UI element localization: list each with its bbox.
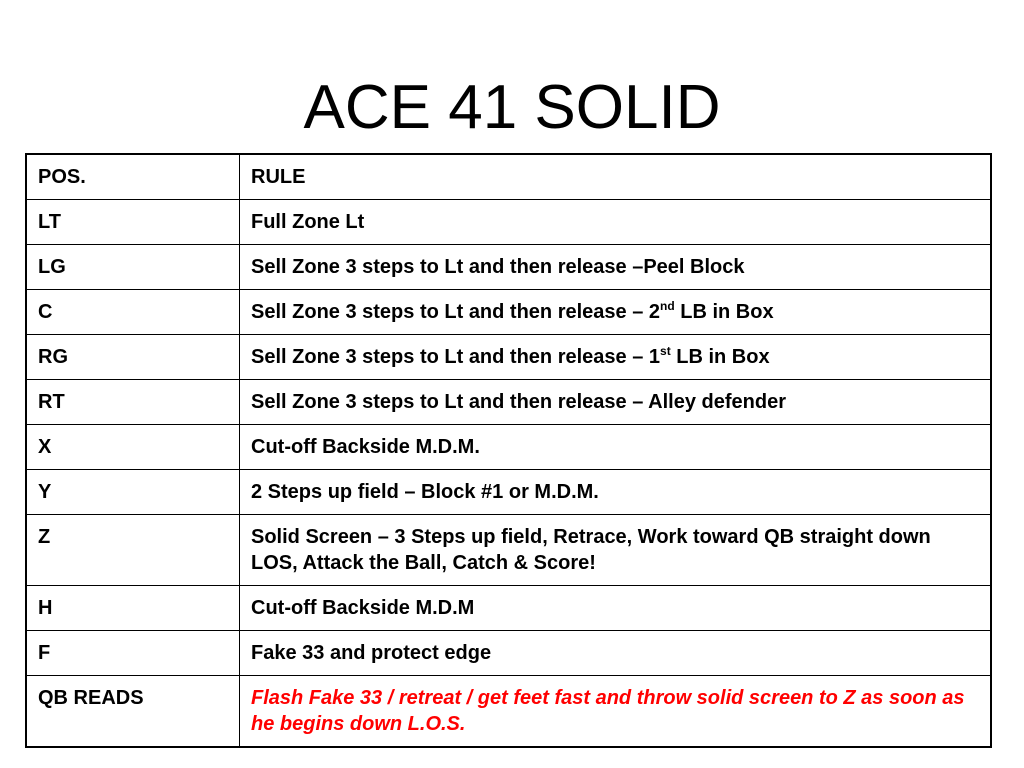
row-rule-emphasis — [240, 676, 992, 748]
header-pos: POS. — [26, 154, 240, 200]
row-rule: Fake 33 and protect edge — [240, 631, 992, 676]
row-pos: H — [26, 586, 240, 631]
table-header-row — [26, 154, 991, 200]
row-rule — [240, 290, 992, 335]
table-row — [26, 631, 991, 676]
row-rule: 2 Steps up field – Block #1 or M.D.M. — [240, 470, 992, 515]
rule-text-post: LB in Box — [670, 346, 770, 368]
table-row — [26, 586, 991, 631]
table-row — [26, 515, 991, 586]
table-row — [26, 470, 991, 515]
row-pos: Z — [26, 515, 240, 586]
rule-text-post: LB in Box — [674, 301, 774, 323]
row-rule: Cut-off Backside M.D.M — [240, 586, 992, 631]
row-pos: QB READS — [26, 676, 240, 748]
row-pos: F — [26, 631, 240, 676]
row-pos: X — [26, 425, 240, 470]
qb-reads-text: Flash Fake 33 / retreat / get feet fast and throw solid screen to Z as soon as he begins down L.O.S. — [251, 687, 965, 735]
row-pos: LG — [26, 245, 240, 290]
row-pos: C — [26, 290, 240, 335]
slide-title: ACE 41 SOLID — [303, 73, 721, 142]
row-rule: Sell Zone 3 steps to Lt and then release – Alley defender — [240, 380, 992, 425]
rule-text-pre: Sell Zone 3 steps to Lt and then release – 1 — [251, 346, 661, 368]
table-row — [26, 335, 991, 380]
row-rule — [240, 335, 992, 380]
row-rule: Sell Zone 3 steps to Lt and then release –Peel Block — [240, 245, 992, 290]
table-row — [26, 676, 991, 748]
row-pos: RT — [26, 380, 240, 425]
row-pos: RG — [26, 335, 240, 380]
rules-table — [25, 153, 992, 748]
row-rule: Cut-off Backside M.D.M. — [240, 425, 992, 470]
table-row — [26, 425, 991, 470]
row-rule: Full Zone Lt — [240, 200, 992, 245]
table-row — [26, 380, 991, 425]
row-pos: LT — [26, 200, 240, 245]
table-row — [26, 245, 991, 290]
row-rule: Solid Screen – 3 Steps up field, Retrace, Work toward QB straight down LOS, Attack the Ball, Catch & Score! — [240, 515, 992, 586]
table-row — [26, 290, 991, 335]
rule-superscript: nd — [660, 299, 675, 313]
row-pos: Y — [26, 470, 240, 515]
rule-superscript: st — [660, 344, 671, 358]
rule-text-pre: Sell Zone 3 steps to Lt and then release – 2 — [251, 301, 661, 323]
table-row — [26, 200, 991, 245]
header-rule: RULE — [240, 154, 992, 200]
